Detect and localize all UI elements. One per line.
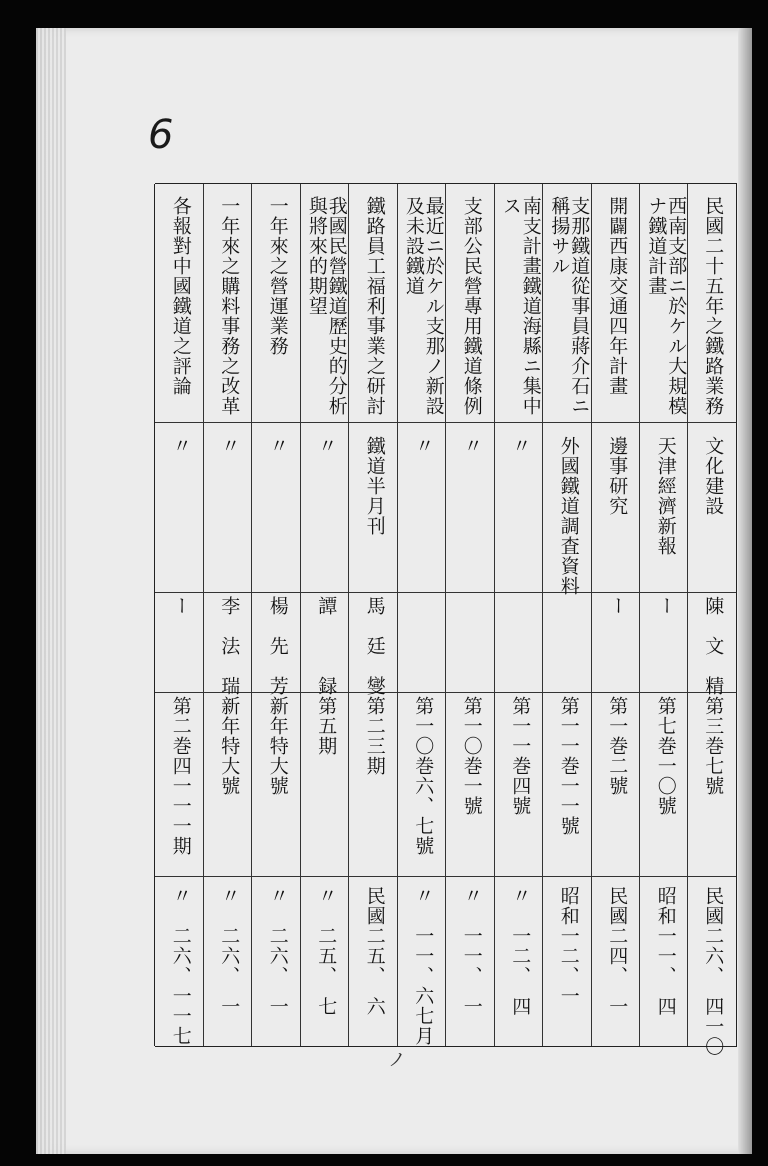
table-row [639,184,689,1046]
entry-publication: 〃 [169,436,192,456]
page-edge [738,28,752,1154]
entry-author: 李 法 瑞 [218,596,241,696]
entry-author: 譚 録 [315,596,338,696]
entry-author: 陳 文 精 [702,596,725,696]
stray-mark: ノ [388,1050,406,1071]
entry-issue: 第一巻二號 [606,696,629,796]
table-row [300,184,350,1046]
entry-title: 支部公民營專用鐵道條例 [460,196,483,416]
entry-title: 西南支部ニ於ケル大規模 ナ鐵道計畫 [645,196,688,416]
entry-date: 〃 二六、 一 [266,886,289,1017]
entry-date: 〃 二六、一一七 [169,886,192,1046]
entry-date: 〃 二五、 七 [315,886,338,1017]
entry-issue: 新年特大號 [218,696,241,796]
entry-publication: 天津經濟新報 [654,436,677,556]
entry-author: ー [654,596,677,616]
entry-issue: 第一〇巻六、七號 [412,696,435,856]
entry-publication: 〃 [509,436,532,456]
entry-author: ー [606,596,629,616]
entry-author: 馬 廷 燮 [363,596,386,696]
entry-issue: 第五期 [315,696,338,756]
entry-title: 我國民營鐵道歷史的分析 與將來的期望 [305,196,348,416]
entry-title: 各報對中國鐵道之評論 [169,196,192,396]
entry-publication: 〃 [266,436,289,456]
entry-date: 〃 二六、 一 [218,886,241,1017]
table-row [494,184,544,1046]
book-spine [36,28,66,1154]
entry-issue: 第二巻四一一一期 [169,696,192,856]
entry-date: 〃 一二、 四 [509,886,532,1017]
table-row [251,184,301,1046]
page-number: 6 [148,112,174,158]
table-row [445,184,495,1046]
entry-author: 楊 先 芳 [266,596,289,696]
entry-title: 鐵路員工福利事業之研討 [363,196,386,416]
table-row [203,184,253,1046]
entry-issue: 第二三期 [363,696,386,776]
entry-title: 支那鐵道從事員蔣介石ニ 稱揚サル [548,196,591,416]
entry-date: 民國二四、 一 [606,886,629,1017]
table-row [154,184,204,1046]
entry-publication: 〃 [218,436,241,456]
entry-title: 最近ニ於ケル支那ノ新設 及未設鐵道 [402,196,445,416]
entry-title: 一年來之購料事務之改革 [218,196,241,416]
entry-title: 開闢西康交通四年計畫 [606,196,629,396]
entry-issue: 新年特大號 [266,696,289,796]
entry-publication: 〃 [460,436,483,456]
entry-title: 南支計畫鐵道海縣ニ集中 ス [499,196,542,416]
entry-date: 民國二六、 四一〇 [702,886,725,1057]
table-row [397,184,447,1046]
entry-publication: 〃 [315,436,338,456]
entry-publication: 〃 [412,436,435,456]
entry-date: 〃 一一、 一 [460,886,483,1017]
table-row [687,184,738,1057]
entry-date: 民國二五、 六 [363,886,386,1017]
table-row [348,184,398,1046]
entry-date: 昭和一二、一 [557,886,580,1006]
entry-issue: 第三巻七號 [702,696,725,796]
entry-date: 〃 一一、六七月 [412,886,435,1046]
entry-publication: 文化建設 [702,436,725,516]
bibliography-table [155,183,737,1057]
entry-publication: 邊事研究 [606,436,629,516]
entry-issue: 第一一巻一一號 [557,696,580,836]
entry-author: ー [169,596,192,616]
entry-publication: 鐵道半月刊 [363,436,386,536]
entry-publication: 外國鐵道調査資料 [557,436,580,596]
entry-date: 昭和一一、 四 [654,886,677,1017]
entry-issue: 第七巻一〇號 [654,696,677,816]
table-row [591,184,641,1046]
entry-issue: 第一〇巻一號 [460,696,483,816]
entry-title: 一年來之營運業務 [266,196,289,356]
entry-issue: 第一一巻四號 [509,696,532,816]
table-row [542,184,592,1046]
entry-title: 民國二十五年之鐵路業務 [702,196,725,416]
